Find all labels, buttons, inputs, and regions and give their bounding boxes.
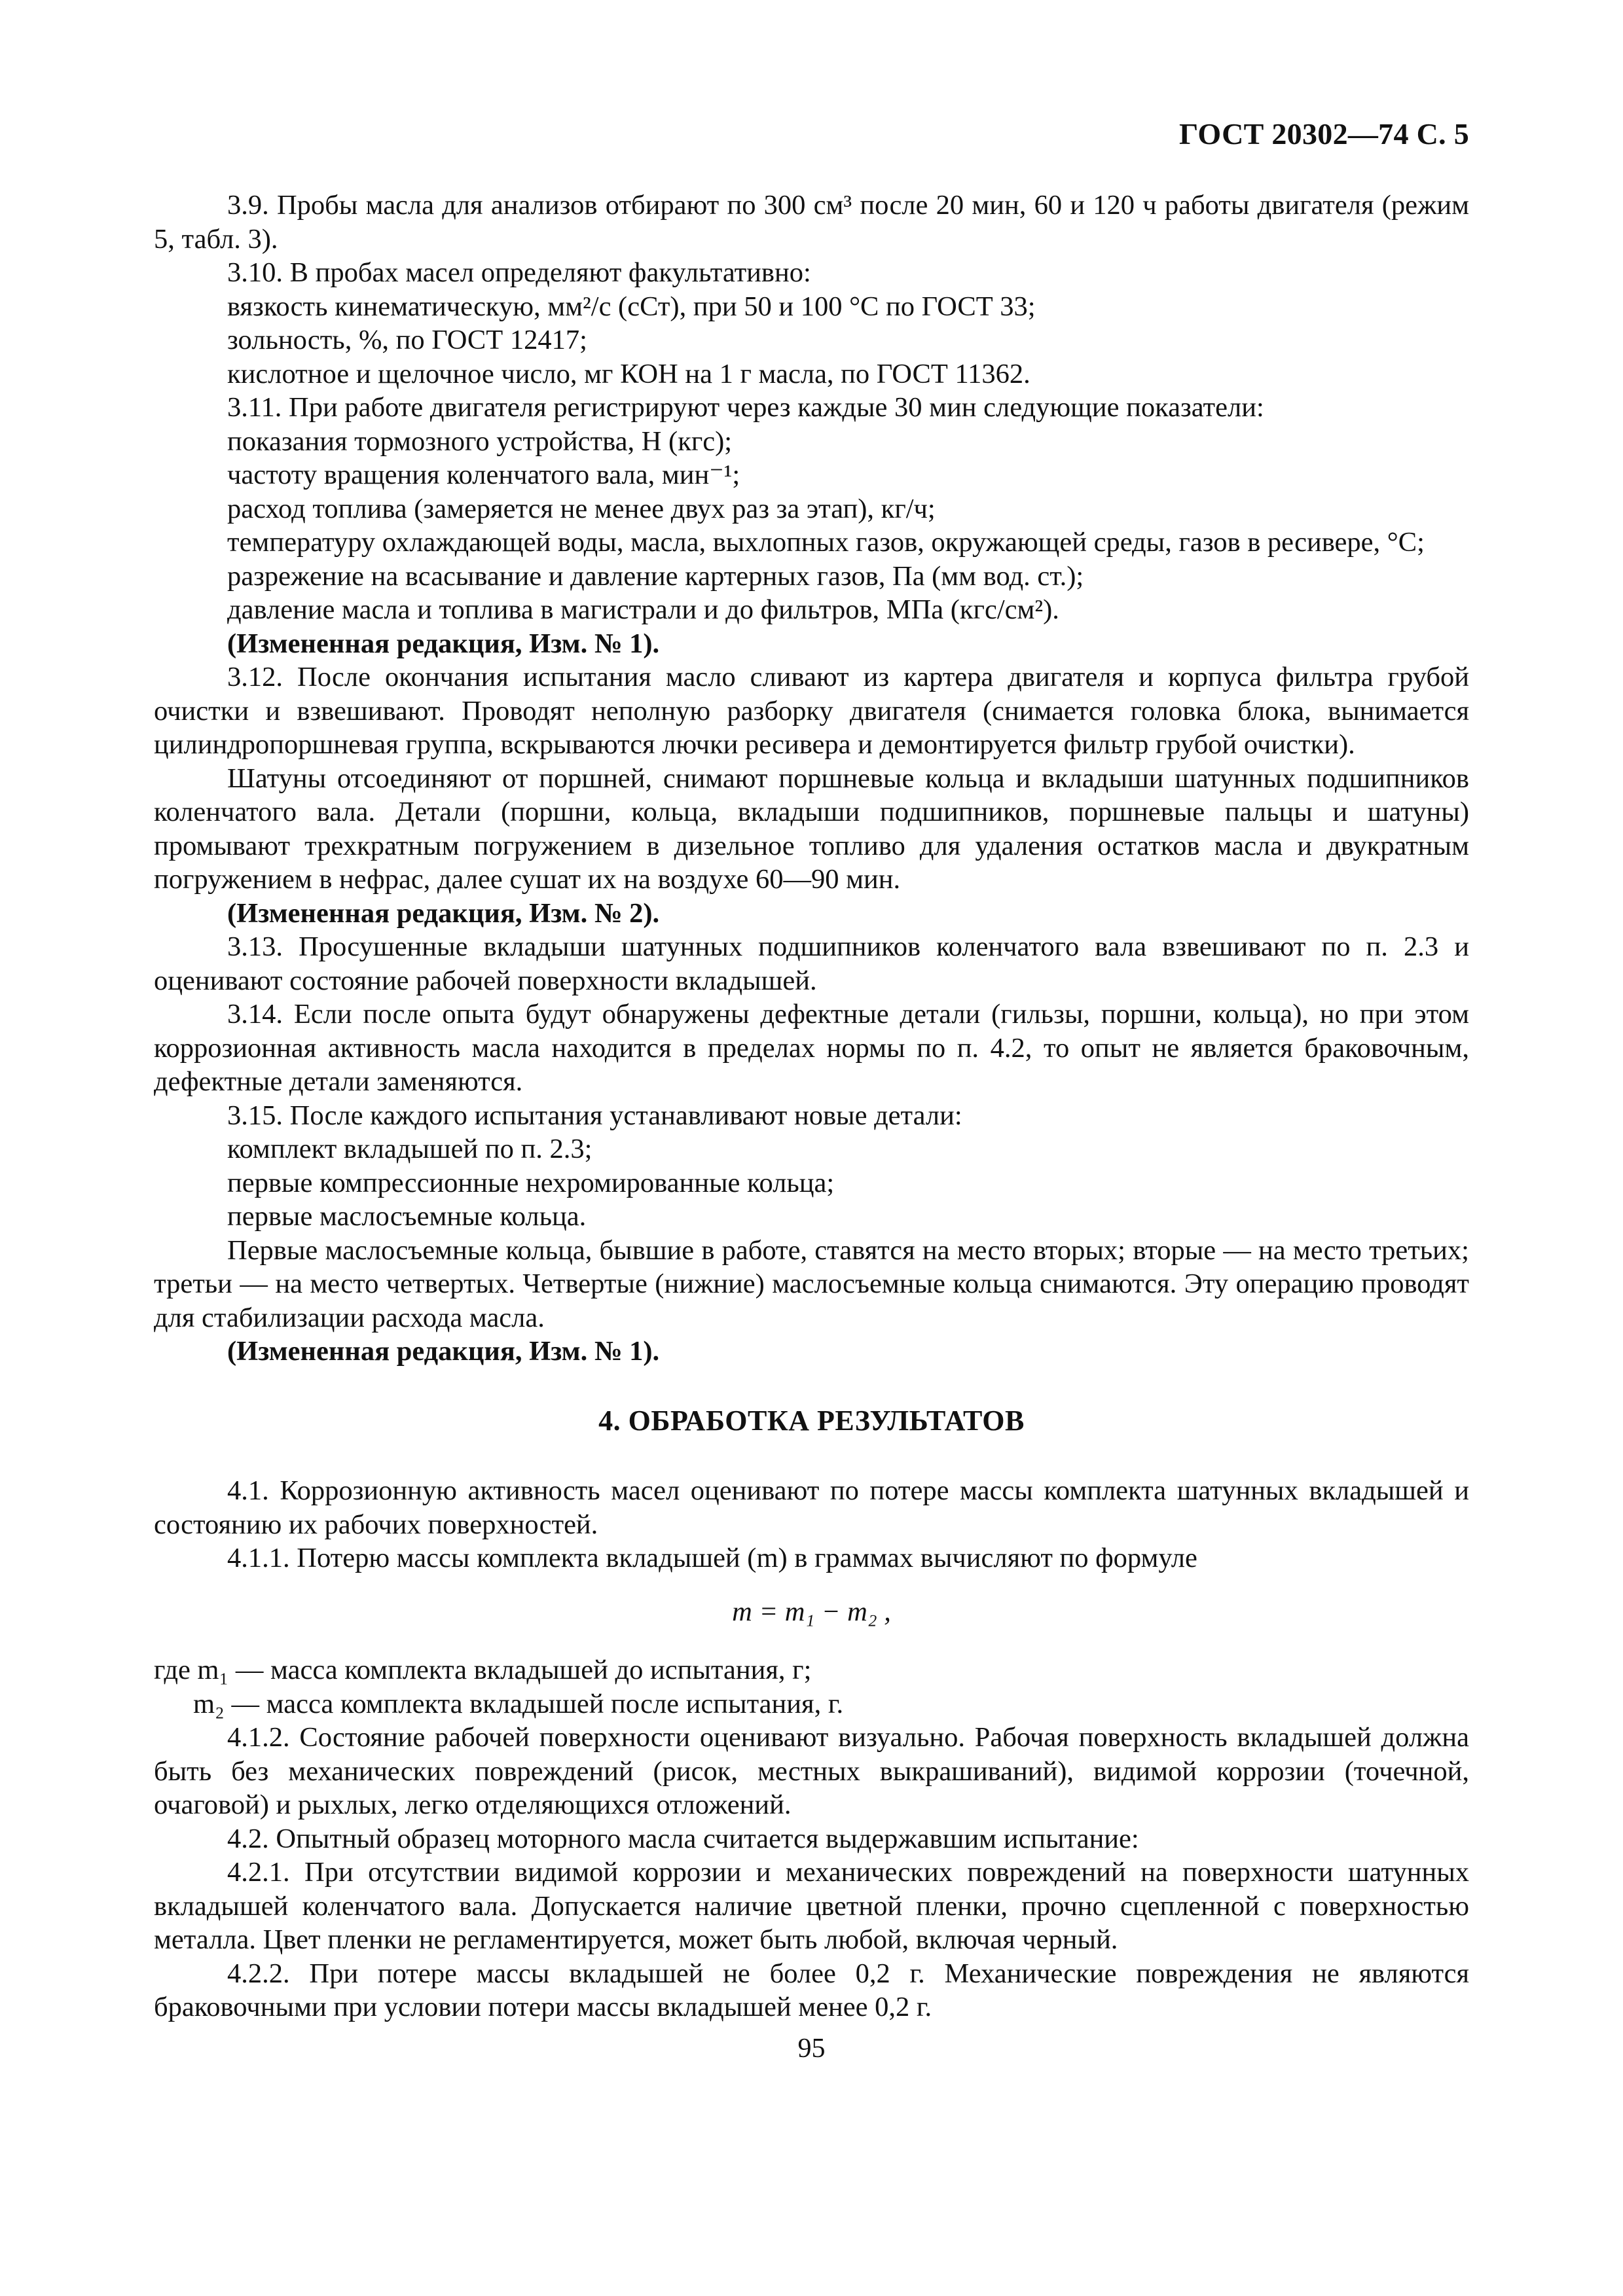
paragraph: 4.2.2. При потере массы вкладышей не более 0,2 г. Механические повреждения не являются браковочными при условии потери массы вкладышей менее 0,2 г.: [154, 1958, 1469, 2022]
list-item: вязкость кинематическую, мм²/с (сСт), при 50 и 100 °С по ГОСТ 33;: [227, 291, 1036, 322]
paragraph: 4.2. Опытный образец моторного масла считается выдержавшим испытание:: [227, 1823, 1139, 1854]
paragraph: 4.2.1. При отсутствии видимой коррозии и механических повреждений на поверхности шатунных вкладышей коленчатого вала. Допускается наличие цветной пленки, прочно сцепленной с поверхностью металла. Цвет пленки не регламентируется, может быть любой, включая черный.: [154, 1857, 1469, 1955]
paragraph: 3.12. После окончания испытания масло сливают из картера двигателя и корпуса фильтра грубой очистки и взвешивают. Проводят неполную разборку двигателя (снимается головка блока, вынимается цилиндропоршневая группа, вскрываются лючки ресивера и демонтируется фильтр грубой очистки).: [154, 662, 1469, 760]
paragraph: 3.15. После каждого испытания устанавливают новые детали:: [227, 1100, 962, 1131]
paragraph: 4.1. Коррозионную активность масел оценивают по потере массы комплекта шатунных вкладышей и состоянию их рабочих поверхностей.: [154, 1475, 1469, 1540]
amendment-note: (Измененная редакция, Изм. № 1).: [227, 628, 660, 659]
list-item: первые маслосъемные кольца.: [227, 1201, 587, 1232]
paragraph: 3.10. В пробах масел определяют факультативно:: [227, 257, 811, 288]
paragraph: 4.1.2. Состояние рабочей поверхности оценивают визуально. Рабочая поверхность вкладышей должна быть без механических повреждений (рисок, местных выкрашиваний), видимой коррозии (точечной, очаговой) и рыхлых, легко отделяющихся отложений.: [154, 1722, 1469, 1820]
list-item: зольность, %, по ГОСТ 12417;: [227, 325, 587, 355]
amendment-note: (Измененная редакция, Изм. № 2).: [227, 897, 660, 929]
list-item: расход топлива (замеряется не менее двух раз за этап), кг/ч;: [227, 493, 936, 524]
paragraph: Первые маслосъемные кольца, бывшие в работе, ставятся на место вторых; вторые — на место третьих; третьи — на место четвертых. Четвертые (нижние) маслосъемные кольца снимаются. Эту операцию проводят для стабилизации расхода масла.: [154, 1234, 1469, 1333]
formula-legend: m₂ — масса комплекта вкладышей после испытания, г.: [193, 1688, 844, 1719]
amendment-note: (Измененная редакция, Изм. № 1).: [227, 1336, 660, 1367]
paragraph: 3.9. Пробы масла для анализов отбирают по 300 см³ после 20 мин, 60 и 120 ч работы двигателя (режим 5, табл. 3).: [154, 190, 1469, 255]
paragraph: 3.14. Если после опыта будут обнаружены дефектные детали (гильзы, поршни, кольца), но при этом коррозионная активность масла находится в пределах нормы по п. 4.2, то опыт не является браковочным, дефектные детали заменяются.: [154, 999, 1469, 1097]
paragraph: 4.1.1. Потерю массы комплекта вкладышей (m) в граммах вычисляют по формуле: [227, 1543, 1197, 1573]
page-header: ГОСТ 20302—74 С. 5: [1179, 117, 1469, 151]
document-body: [154, 188, 1469, 2024]
paragraph: 3.11. При работе двигателя регистрируют через каждые 30 мин следующие показатели:: [227, 392, 1264, 423]
list-item: первые компрессионные нехромированные кольца;: [227, 1167, 835, 1198]
list-item: частоту вращения коленчатого вала, мин⁻¹;: [227, 459, 740, 490]
paragraph: Шатуны отсоединяют от поршней, снимают поршневые кольца и вкладыши шатунных подшипников коленчатого вала. Детали (поршни, кольца, вкладыши подшипников, поршневые пальцы и шатуны) промывают трехкратным погружением в дизельное топливо для удаления остатков масла и двукратным погружением в нефрас, далее сушат их на воздухе 60—90 мин.: [154, 762, 1469, 895]
list-item: кислотное и щелочное число, мг КОН на 1 г масла, по ГОСТ 11362.: [227, 358, 1030, 389]
page-number: 95: [797, 2034, 826, 2064]
formula: m = m₁ − m₂ ,: [732, 1596, 891, 1627]
list-item: разрежение на всасывание и давление картерных газов, Па (мм вод. ст.);: [227, 560, 1084, 592]
list-item: комплект вкладышей по п. 2.3;: [227, 1134, 593, 1164]
list-item: давление масла и топлива в магистрали и до фильтров, МПа (кгс/см²).: [227, 594, 1059, 625]
paragraph: 3.13. Просушенные вкладыши шатунных подшипников коленчатого вала взвешивают по п. 2.3 и оценивают состояние рабочей поверхности вкладышей.: [154, 931, 1469, 996]
section-heading: 4. ОБРАБОТКА РЕЗУЛЬТАТОВ: [598, 1404, 1025, 1437]
list-item: температуру охлаждающей воды, масла, выхлопных газов, окружающей среды, газов в ресивере, °С;: [227, 527, 1425, 558]
list-item: показания тормозного устройства, Н (кгс);: [227, 425, 733, 457]
formula-legend: где m₁ — масса комплекта вкладышей до испытания, г;: [154, 1655, 812, 1685]
